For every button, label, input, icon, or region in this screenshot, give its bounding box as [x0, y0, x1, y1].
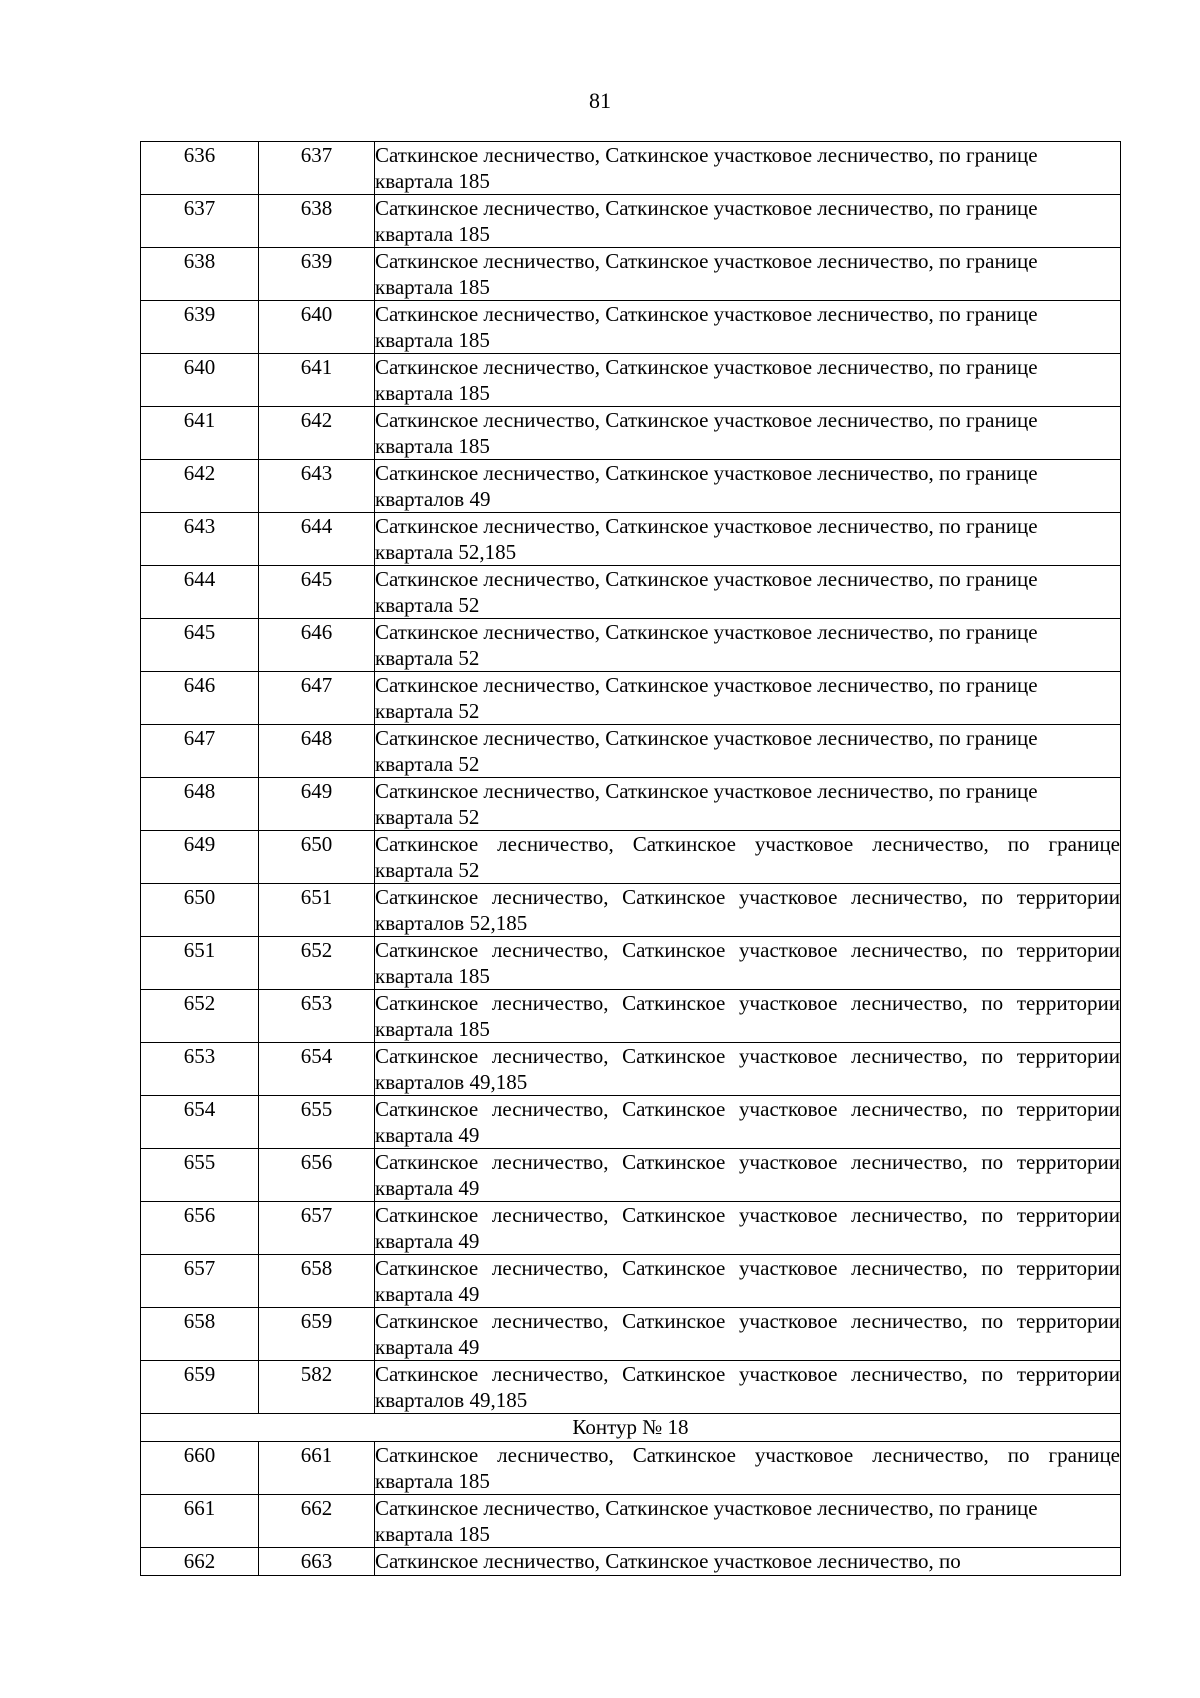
boundary-description-cell: Саткинское лесничество, Саткинское участковое лесничество, по границе квартала 185 [375, 142, 1121, 195]
point-from-cell: 645 [141, 619, 259, 672]
table-row [141, 301, 1121, 354]
table-row [141, 778, 1121, 831]
point-from-cell: 657 [141, 1255, 259, 1308]
boundary-description-cell: Саткинское лесничество, Саткинское участковое лесничество, по территории квартала 49 [375, 1203, 1120, 1253]
point-from-cell: 652 [141, 990, 259, 1043]
boundary-description-cell: Саткинское лесничество, Саткинское участковое лесничество, по границе квартала 185 [375, 195, 1121, 248]
point-to-cell: 652 [259, 937, 375, 990]
point-from-cell: 646 [141, 672, 259, 725]
point-from-cell: 643 [141, 513, 259, 566]
section-header-row [141, 1414, 1121, 1442]
table-row [141, 619, 1121, 672]
table-row [141, 831, 1121, 884]
point-to-cell: 640 [259, 301, 375, 354]
boundary-description-cell: Саткинское лесничество, Саткинское участковое лесничество, по границе квартала 52 [375, 672, 1121, 725]
section-label: Контур № 18 [141, 1414, 1121, 1442]
point-from-cell: 647 [141, 725, 259, 778]
table-row [141, 1442, 1121, 1495]
point-from-cell: 649 [141, 831, 259, 884]
point-from-cell: 660 [141, 1442, 259, 1495]
boundary-table [140, 141, 1121, 1576]
point-to-cell: 656 [259, 1149, 375, 1202]
point-from-cell: 659 [141, 1361, 259, 1414]
point-to-cell: 643 [259, 460, 375, 513]
table-row [141, 1495, 1121, 1548]
table-row [141, 566, 1121, 619]
boundary-description-cell: Саткинское лесничество, Саткинское участковое лесничество, по территории кварталов 49,185 [375, 1044, 1120, 1094]
table-row [141, 1202, 1121, 1255]
boundary-description-cell: Саткинское лесничество, Саткинское участковое лесничество, по территории квартала 185 [375, 991, 1120, 1041]
point-to-cell: 661 [259, 1442, 375, 1495]
boundary-description-cell: Саткинское лесничество, Саткинское участковое лесничество, по территории кварталов 49,185 [375, 1362, 1120, 1412]
boundary-description-cell: Саткинское лесничество, Саткинское участковое лесничество, по границе квартала 52,185 [375, 513, 1121, 566]
point-to-cell: 647 [259, 672, 375, 725]
point-to-cell: 658 [259, 1255, 375, 1308]
point-from-cell: 636 [141, 142, 259, 195]
point-to-cell: 662 [259, 1495, 375, 1548]
table-row [141, 1308, 1121, 1361]
point-from-cell: 654 [141, 1096, 259, 1149]
table-row [141, 672, 1121, 725]
table-row [141, 990, 1121, 1043]
point-from-cell: 653 [141, 1043, 259, 1096]
boundary-description-cell: Саткинское лесничество, Саткинское участковое лесничество, по границе квартала 52 [375, 725, 1121, 778]
point-to-cell: 639 [259, 248, 375, 301]
table-row [141, 1255, 1121, 1308]
table-row [141, 354, 1121, 407]
boundary-description-cell: Саткинское лесничество, Саткинское участковое лесничество, по границе квартала 52 [375, 619, 1121, 672]
table-row [141, 725, 1121, 778]
boundary-description-cell: Саткинское лесничество, Саткинское участковое лесничество, по [375, 1548, 1121, 1576]
point-to-cell: 648 [259, 725, 375, 778]
table-row [141, 937, 1121, 990]
table-row [141, 248, 1121, 301]
point-to-cell: 644 [259, 513, 375, 566]
table-row [141, 460, 1121, 513]
point-to-cell: 653 [259, 990, 375, 1043]
boundary-description-cell: Саткинское лесничество, Саткинское участковое лесничество, по границе квартала 185 [375, 1495, 1121, 1548]
point-from-cell: 658 [141, 1308, 259, 1361]
point-to-cell: 642 [259, 407, 375, 460]
point-from-cell: 637 [141, 195, 259, 248]
point-to-cell: 651 [259, 884, 375, 937]
point-to-cell: 659 [259, 1308, 375, 1361]
boundary-description-cell: Саткинское лесничество, Саткинское участковое лесничество, по границе квартала 185 [375, 354, 1121, 407]
page-number: 81 [589, 88, 611, 113]
point-from-cell: 638 [141, 248, 259, 301]
boundary-description-cell: Саткинское лесничество, Саткинское участковое лесничество, по территории кварталов 52,185 [375, 885, 1120, 935]
point-from-cell: 644 [141, 566, 259, 619]
boundary-description-cell: Саткинское лесничество, Саткинское участковое лесничество, по границе кварталов 49 [375, 460, 1121, 513]
boundary-description-cell: Саткинское лесничество, Саткинское участковое лесничество, по границе квартала 185 [375, 301, 1121, 354]
point-from-cell: 639 [141, 301, 259, 354]
table-row [141, 884, 1121, 937]
point-to-cell: 645 [259, 566, 375, 619]
point-from-cell: 662 [141, 1548, 259, 1576]
table-row [141, 1043, 1121, 1096]
point-to-cell: 650 [259, 831, 375, 884]
point-from-cell: 655 [141, 1149, 259, 1202]
boundary-description-cell: Саткинское лесничество, Саткинское участковое лесничество, по территории квартала 49 [375, 1150, 1120, 1200]
boundary-description-cell: Саткинское лесничество, Саткинское участковое лесничество, по границе квартала 52 [375, 778, 1121, 831]
point-from-cell: 640 [141, 354, 259, 407]
point-to-cell: 657 [259, 1202, 375, 1255]
boundary-description-cell: Саткинское лесничество, Саткинское участковое лесничество, по границе квартала 185 [375, 407, 1121, 460]
boundary-description-cell: Саткинское лесничество, Саткинское участковое лесничество, по территории квартала 49 [375, 1256, 1120, 1306]
point-to-cell: 638 [259, 195, 375, 248]
point-from-cell: 642 [141, 460, 259, 513]
boundary-description-cell: Саткинское лесничество, Саткинское участковое лесничество, по территории квартала 185 [375, 938, 1120, 988]
table-row [141, 195, 1121, 248]
point-to-cell: 637 [259, 142, 375, 195]
point-to-cell: 655 [259, 1096, 375, 1149]
point-from-cell: 651 [141, 937, 259, 990]
point-to-cell: 649 [259, 778, 375, 831]
table-row [141, 1149, 1121, 1202]
table-row [141, 513, 1121, 566]
point-from-cell: 661 [141, 1495, 259, 1548]
table-row [141, 407, 1121, 460]
boundary-description-cell: Саткинское лесничество, Саткинское участковое лесничество, по территории квартала 49 [375, 1097, 1120, 1147]
boundary-table-body [141, 142, 1121, 1576]
boundary-description-cell: Саткинское лесничество, Саткинское участковое лесничество, по границе квартала 185 [375, 1443, 1120, 1493]
boundary-description-cell: Саткинское лесничество, Саткинское участковое лесничество, по границе квартала 52 [375, 832, 1120, 882]
point-to-cell: 641 [259, 354, 375, 407]
table-row [141, 142, 1121, 195]
table-row [141, 1361, 1121, 1414]
point-to-cell: 663 [259, 1548, 375, 1576]
point-from-cell: 656 [141, 1202, 259, 1255]
point-to-cell: 654 [259, 1043, 375, 1096]
point-to-cell: 646 [259, 619, 375, 672]
point-from-cell: 648 [141, 778, 259, 831]
boundary-description-cell: Саткинское лесничество, Саткинское участковое лесничество, по границе квартала 52 [375, 566, 1121, 619]
point-from-cell: 641 [141, 407, 259, 460]
table-row [141, 1096, 1121, 1149]
boundary-description-cell: Саткинское лесничество, Саткинское участковое лесничество, по границе квартала 185 [375, 248, 1121, 301]
boundary-description-cell: Саткинское лесничество, Саткинское участковое лесничество, по территории квартала 49 [375, 1309, 1120, 1359]
point-to-cell: 582 [259, 1361, 375, 1414]
table-row [141, 1548, 1121, 1576]
point-from-cell: 650 [141, 884, 259, 937]
